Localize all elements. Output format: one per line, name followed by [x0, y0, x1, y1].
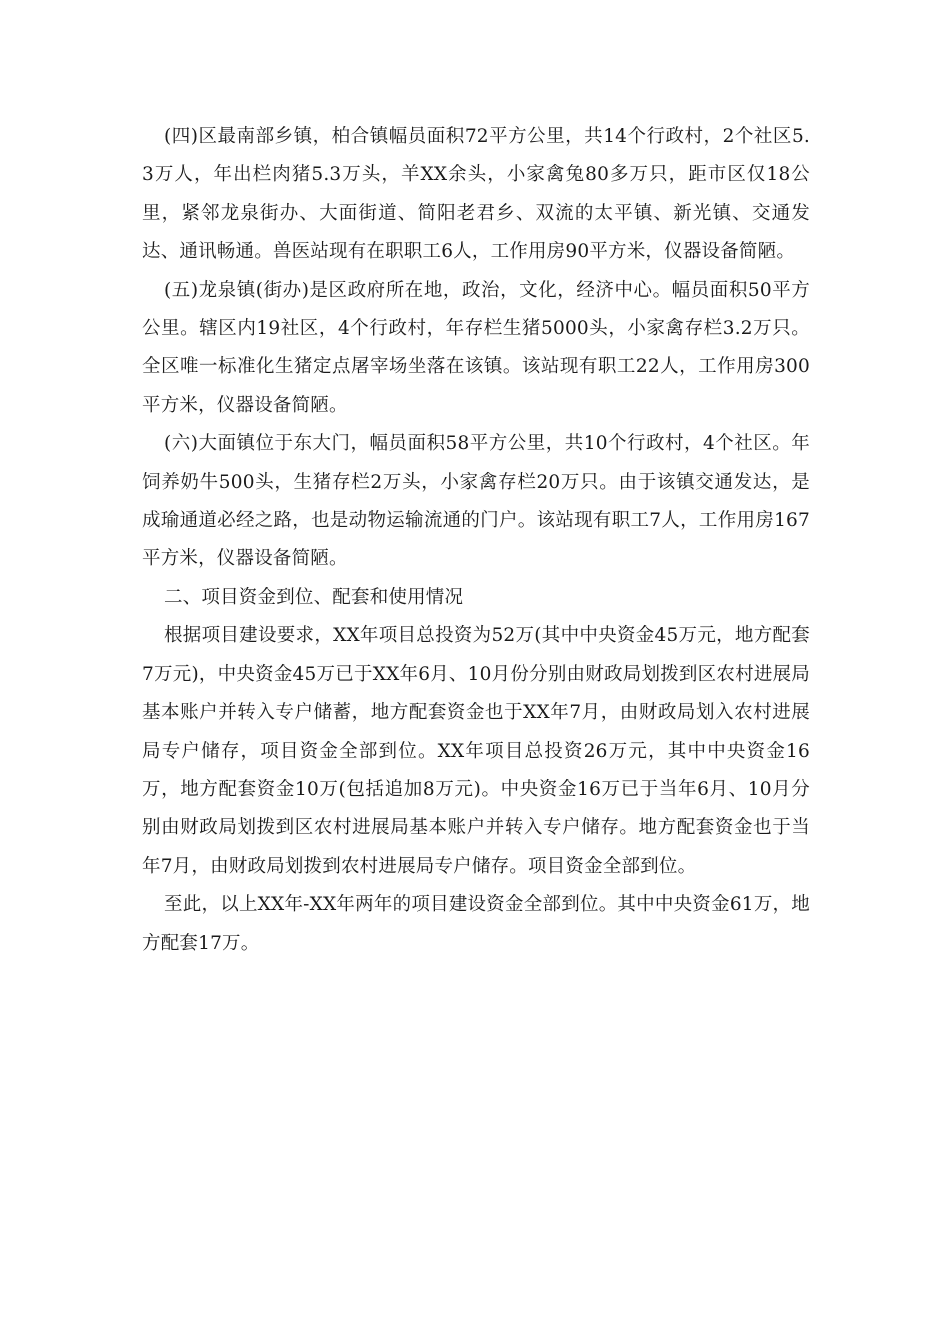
paragraph-funding-summary: 至此，以上XX年-XX年两年的项目建设资金全部到位。其中中央资金61万，地方配套17万。 — [142, 894, 810, 954]
paragraph-district-5: (五)龙泉镇(街办)是区政府所在地，政治，文化，经济中心。幅员面积50平方公里。辖区内19社区，4个行政村，年存栏生猪5000头，小家禽存栏3.2万只。全区唯一标准化生猪定点屠宰场坐落在该镇。该站现有职工22人，工作用房300平方米，仪器设备简陋。 — [142, 279, 810, 416]
paragraph-district-6: (六)大面镇位于东大门，幅员面积58平方公里，共10个行政村，4个社区。年饲养奶牛500头，生猪存栏2万头，小家禽存栏20万只。由于该镇交通发达，是成瑜通道必经之路，也是动物运输流通的门户。该站现有职工7人，工作用房167平方米，仪器设备简陋。 — [142, 433, 810, 570]
document-body — [142, 118, 810, 963]
paragraph-funding-details: 根据项目建设要求，XX年项目总投资为52万(其中中央资金45万元，地方配套7万元)，中央资金45万已于XX年6月、10月份分别由财政局划拨到区农村进展局基本账户并转入专户储蓄，地方配套资金也于XX年7月，由财政局划入农村进展局专户储存，项目资金全部到位。XX年项目总投资26万元，其中中央资金16万，地方配套资金10万(包括追加8万元)。中央资金16万已于当年6月、10月分别由财政局划拨到区农村进展局基本账户并转入专户储存。地方配套资金也于当年7月，由财政局划拨到农村进展局专户储存。项目资金全部到位。 — [142, 625, 810, 877]
paragraph-district-4: (四)区最南部乡镇，柏合镇幅员面积72平方公里，共14个行政村，2个社区5.3万人，年出栏肉猪5.3万头，羊XX余头，小家禽兔80多万只，距市区仅18公里，紧邻龙泉街办、大面街道、简阳老君乡、双流的太平镇、新光镇、交通发达、通讯畅通。兽医站现有在职职工6人，工作用房90平方米，仪器设备简陋。 — [142, 126, 810, 263]
section-heading-funding: 二、项目资金到位、配套和使用情况 — [164, 586, 464, 608]
